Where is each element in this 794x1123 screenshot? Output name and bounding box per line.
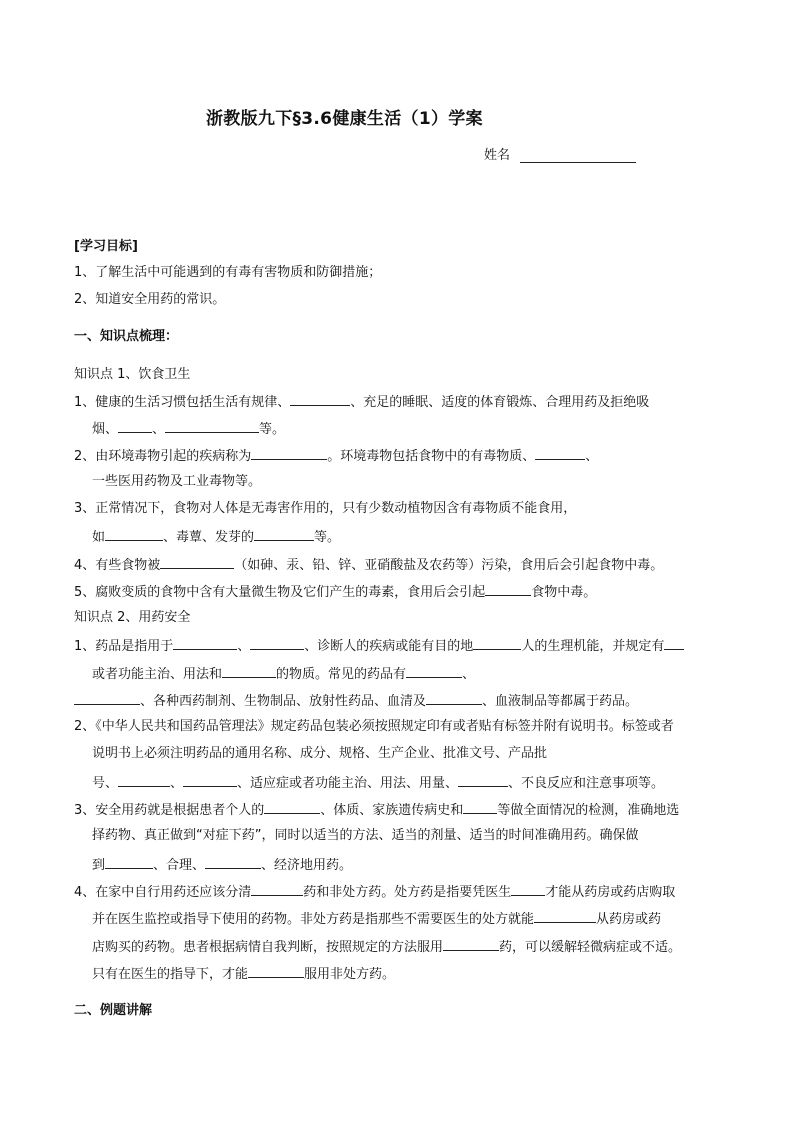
fill-blank[interactable] (458, 773, 508, 787)
kp2-q2-line3: 号、 、 、适应症或者功能主治、用法、用量、 、不良反应和注意事项等。 (92, 773, 752, 793)
fill-blank[interactable] (485, 582, 531, 596)
kp2-q4-line1: 4、在家中自行用药还应该分清 药和非处方药。处方药是指要凭医生 才能从药房或药店购取 (74, 882, 734, 902)
kp2-q3-line2: 择药物、真正做到“对症下药”，同时以适当的方法、适当的剂量、适当的时间准确用药。确保做 (92, 828, 639, 843)
fill-blank[interactable] (535, 446, 585, 460)
kp1-q2-line2: 一些医用药物及工业毒物等。 (92, 474, 262, 489)
fill-blank[interactable] (74, 691, 140, 705)
fill-blank[interactable] (443, 937, 499, 951)
kp1-q5: 5、腐败变质的食物中含有大量微生物及它们产生的毒素，食用后会引起 食物中毒。 (74, 582, 734, 602)
section1-heading: 一、知识点梳理： (74, 329, 179, 344)
kp2-q4-line3: 店购买的药物。患者根据病情自我判断，按照规定的方法服用 药，可以缓解轻微病症或不适。 (92, 937, 752, 957)
kp1-title: 知识点 1、饮食卫生 (74, 367, 191, 382)
fill-blank[interactable] (118, 773, 170, 787)
kp2-title: 知识点 2、用药安全 (74, 610, 191, 625)
kp1-q4: 4、有些食物被 （如砷、汞、铅、锌、亚硝酸盐及农药等）污染，食用后会引起食物中毒。 (74, 555, 734, 575)
fill-blank[interactable] (205, 855, 261, 869)
name-label: 姓名 (484, 148, 511, 163)
objective-item: 2、知道安全用药的常识。 (74, 292, 226, 307)
kp2-q1-line2: 或者功能主治、用法和 的物质。常见的药品有 、 (92, 664, 752, 684)
page-title: 浙教版九下§3.6健康生活（1）学案 (206, 109, 483, 129)
kp1-q1-line2: 烟、 、 等。 (92, 419, 752, 439)
kp2-q3-line3: 到 、合理、 、经济地用药。 (92, 855, 752, 875)
kp1-q1-line1: 1、健康的生活习惯包括生活有规律、 、充足的睡眠、适度的体育锻炼、合理用药及拒绝吸 (74, 392, 734, 412)
fill-blank[interactable] (105, 855, 153, 869)
fill-blank[interactable] (183, 773, 237, 787)
fill-blank[interactable] (426, 691, 482, 705)
objective-item: 1、了解生活中可能遇到的有毒有害物质和防御措施； (74, 265, 382, 280)
fill-blank[interactable] (250, 636, 304, 650)
kp2-q4-line2: 并在医生监控或指导下使用的药物。非处方药是指那些不需要医生的处方就能 从药房或药 (92, 909, 752, 929)
kp2-q1-line1: 1、药品是指用于 、 、诊断人的疾病或能有目的地 人的生理机能，并规定有 (74, 636, 734, 656)
fill-blank[interactable] (534, 909, 596, 923)
fill-blank[interactable] (511, 882, 545, 896)
name-blank[interactable] (520, 148, 636, 163)
kp1-q3-line1: 3、正常情况下，食物对人体是无毒害作用的，只有少数动植物因含有毒物质不能食用， (74, 501, 577, 516)
fill-blank[interactable] (160, 555, 234, 569)
section2-heading: 二、例题讲解 (74, 1003, 153, 1018)
objectives-heading: [学习目标] (74, 239, 138, 254)
fill-blank[interactable] (165, 419, 259, 433)
name-field-row (484, 144, 636, 163)
fill-blank[interactable] (264, 800, 320, 814)
fill-blank[interactable] (406, 664, 462, 678)
kp1-q3-line2: 如 、毒蕈、发芽的 等。 (92, 527, 752, 547)
fill-blank[interactable] (290, 392, 350, 406)
fill-blank[interactable] (473, 636, 521, 650)
fill-blank[interactable] (251, 882, 303, 896)
kp2-q1-line3: 、各种西药制剂、生物制品、放射性药品、血清及 、血液制品等都属于药品。 (74, 691, 734, 711)
kp2-q2-line1: 2、《中华人民共和国药品管理法》规定药品包装必须按照规定印有或者贴有标签并附有说明书。标签或者 (74, 719, 674, 734)
fill-blank[interactable] (118, 419, 152, 433)
fill-blank[interactable] (105, 527, 163, 541)
kp2-q2-line2: 说明书上必须注明药品的通用名称、成分、规格、生产企业、批准文号、产品批 (92, 746, 548, 761)
fill-blank[interactable] (222, 664, 276, 678)
kp2-q4-line4: 只有在医生的指导下，才能 服用非处方药。 (92, 964, 752, 984)
fill-blank[interactable] (248, 964, 304, 978)
fill-blank[interactable] (463, 800, 497, 814)
fill-blank[interactable] (664, 636, 684, 650)
fill-blank[interactable] (173, 636, 237, 650)
kp2-q3-line1: 3、安全用药就是根据患者个人的 、体质、家族遗传病史和 等做全面情况的检测，准确地选 (74, 800, 734, 820)
kp1-q2-line1: 2、由环境毒物引起的疾病称为 。环境毒物包括食物中的有毒物质、 、 (74, 446, 734, 466)
fill-blank[interactable] (254, 527, 314, 541)
fill-blank[interactable] (251, 446, 327, 460)
